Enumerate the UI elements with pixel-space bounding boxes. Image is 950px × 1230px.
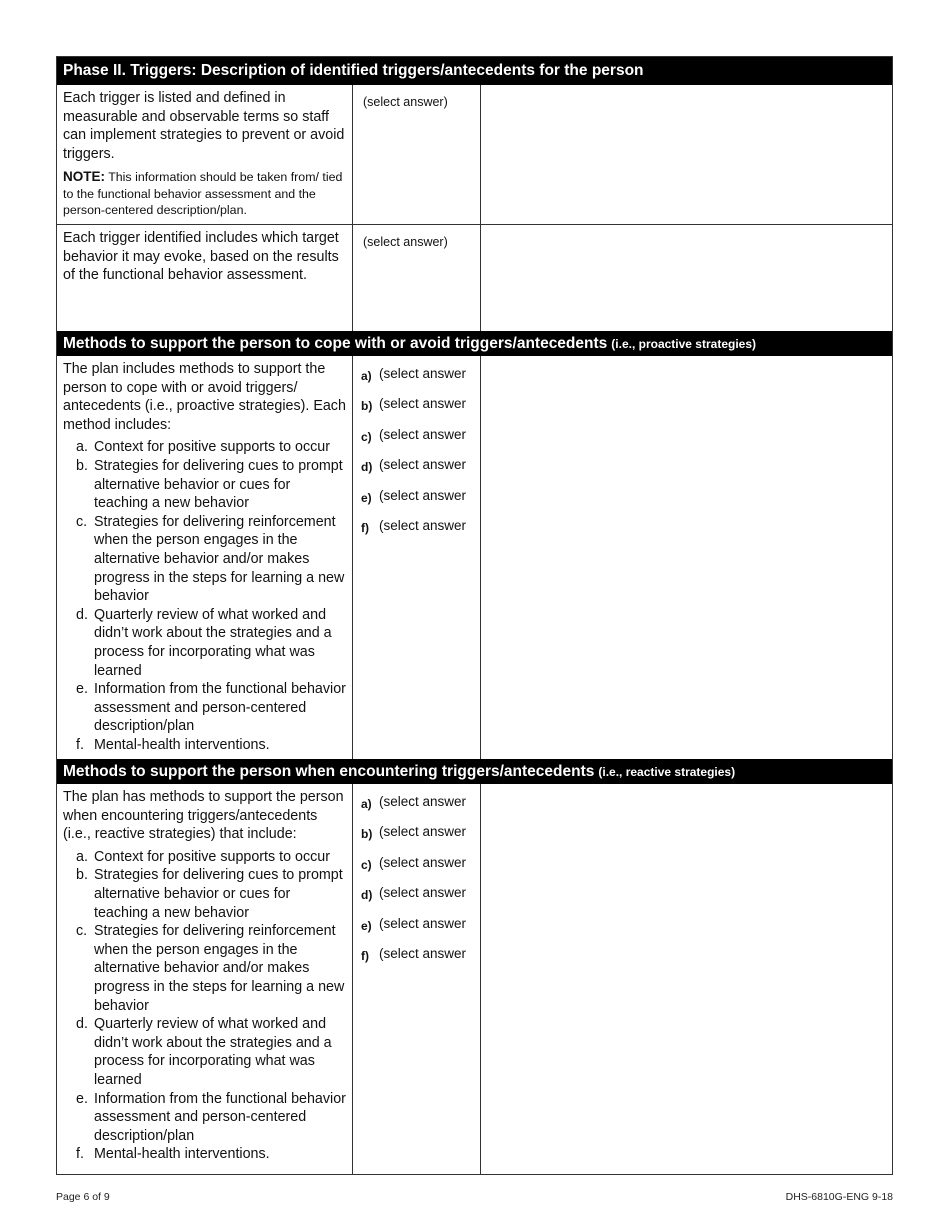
phase2-header bbox=[57, 57, 892, 85]
proactive-option-b[interactable]: b) (select answer bbox=[361, 396, 467, 414]
list-item: b. Strategies for delivering cues to prompt alternative behavior or cues for teaching a new behavior bbox=[76, 457, 343, 512]
form-table bbox=[56, 56, 893, 1175]
list-item: d. Quarterly review of what worked and didn’t work about the strategies and a process for incorporating what was learned bbox=[76, 1016, 332, 1088]
proactive-row bbox=[57, 356, 892, 759]
trigger-definition-row bbox=[57, 85, 892, 224]
proactive-comments[interactable] bbox=[481, 356, 892, 759]
note-body: This information should be taken from/ tied to the functional behavior assessment and the person-centered description/plan. bbox=[63, 170, 343, 218]
reactive-option-e[interactable]: e) (select answer bbox=[361, 915, 467, 933]
list-item: f. Mental-health interventions. bbox=[76, 1146, 270, 1163]
proactive-option-f[interactable]: f) (select answer bbox=[361, 517, 467, 535]
proactive-option-c[interactable]: c) (select answer bbox=[361, 426, 467, 444]
reactive-header bbox=[57, 759, 892, 784]
note-label: NOTE: bbox=[63, 169, 105, 185]
trigger-definition-answer-cell bbox=[353, 85, 481, 224]
trigger-definition-text: Each trigger is listed and defined in measurable and observable terms so staff can implement strategies to prevent or avoid triggers. bbox=[63, 90, 345, 162]
proactive-list bbox=[63, 438, 346, 754]
reactive-criteria bbox=[57, 784, 353, 1174]
proactive-header-text: Methods to support the person to cope with or avoid triggers/antecedents bbox=[63, 334, 608, 352]
reactive-row bbox=[57, 784, 892, 1174]
proactive-option-d[interactable]: d) (select answer bbox=[361, 457, 467, 475]
reactive-option-f[interactable]: f) (select answer bbox=[361, 945, 467, 963]
page-number: Page 6 of 9 bbox=[56, 1191, 110, 1203]
trigger-definition-select[interactable]: (select answer) bbox=[363, 95, 448, 109]
proactive-option-a[interactable]: a) (select answer bbox=[361, 366, 467, 383]
reactive-option-c[interactable]: c) (select answer bbox=[361, 854, 467, 872]
list-item: a. Context for positive supports to occur bbox=[76, 439, 331, 456]
reactive-list bbox=[63, 848, 346, 1164]
trigger-behavior-text: Each trigger identified includes which target behavior it may evoke, based on the results of the functional behavior assessment. bbox=[63, 230, 339, 284]
list-item: f. Mental-health interventions. bbox=[76, 736, 270, 753]
reactive-header-note: (i.e., reactive strategies) bbox=[598, 764, 736, 779]
list-item: e. Information from the functional behavior assessment and person-centered description/plan bbox=[76, 1090, 346, 1144]
trigger-definition-comments[interactable] bbox=[481, 85, 892, 224]
reactive-intro: The plan has methods to support the person when encountering triggers/antecedents (i.e., reactive strategies) that include: bbox=[63, 789, 344, 843]
proactive-answers bbox=[353, 356, 481, 759]
reactive-answers bbox=[353, 784, 481, 1174]
proactive-header-note: (i.e., proactive strategies) bbox=[611, 336, 757, 351]
list-item: c. Strategies for delivering reinforcement when the person engages in the alternative behavior and/or makes progress in the steps for learning a new behavior bbox=[76, 513, 345, 605]
form-id: DHS-6810G-ENG 9-18 bbox=[785, 1191, 893, 1203]
list-item: e. Information from the functional behavior assessment and person-centered description/plan bbox=[76, 681, 346, 735]
reactive-comments[interactable] bbox=[481, 784, 892, 1174]
trigger-behavior-row bbox=[57, 224, 892, 331]
list-item: b. Strategies for delivering cues to prompt alternative behavior or cues for teaching a new behavior bbox=[76, 867, 343, 921]
trigger-behavior-criteria bbox=[57, 225, 353, 331]
trigger-behavior-comments[interactable] bbox=[481, 225, 892, 331]
trigger-definition-criteria bbox=[57, 85, 353, 224]
trigger-behavior-answer-cell bbox=[353, 225, 481, 331]
proactive-criteria bbox=[57, 356, 353, 759]
proactive-option-e[interactable]: e) (select answer bbox=[361, 487, 467, 505]
reactive-option-a[interactable]: a) (select answer bbox=[361, 794, 467, 811]
list-item: c. Strategies for delivering reinforcement when the person engages in the alternative behavior and/or makes progress in the steps for learning a new behavior bbox=[76, 923, 345, 1014]
phase2-header-text: Phase II. Triggers: Description of identified triggers/antecedents for the person bbox=[63, 62, 644, 79]
reactive-option-d[interactable]: d) (select answer bbox=[361, 885, 467, 903]
proactive-header bbox=[57, 331, 892, 356]
list-item: d. Quarterly review of what worked and didn’t work about the strategies and a process for incorporating what was learned bbox=[76, 606, 332, 679]
proactive-intro: The plan includes methods to support the person to cope with or avoid triggers/ antecedents (i.e., proactive strategies). Each method includes: bbox=[63, 361, 346, 433]
reactive-header-text: Methods to support the person when encountering triggers/antecedents bbox=[63, 762, 595, 780]
reactive-option-b[interactable]: b) (select answer bbox=[361, 824, 467, 842]
list-item: a. Context for positive supports to occur bbox=[76, 848, 331, 865]
trigger-definition-note bbox=[63, 169, 346, 219]
trigger-behavior-select[interactable]: (select answer) bbox=[363, 235, 448, 249]
